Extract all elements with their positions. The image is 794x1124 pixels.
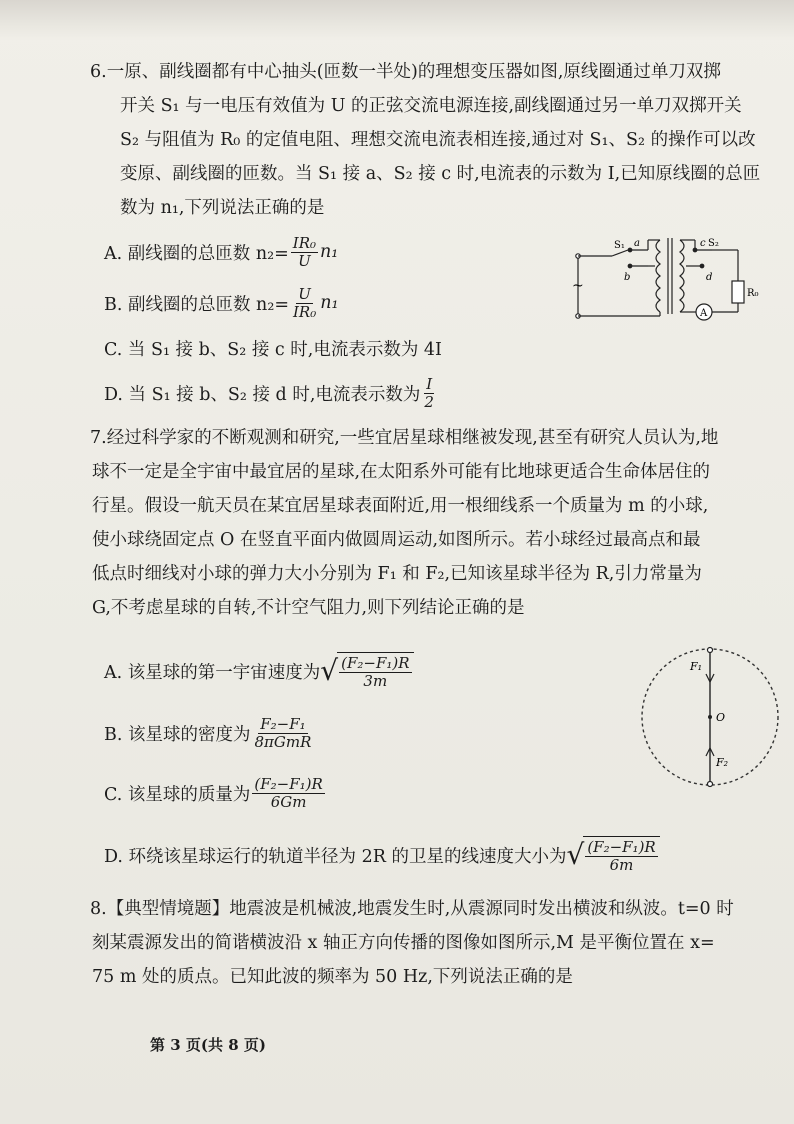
q8-stem-line-2: 刻某震源发出的简谐横波沿 x 轴正方向传播的图像如图所示,M 是平衡位置在 x=	[92, 933, 715, 953]
label-s2: S₂	[708, 238, 719, 249]
q6-option-a	[104, 232, 338, 272]
q7-option-a	[104, 646, 414, 696]
fraction-numerator: (F₂−F₁)R	[587, 838, 656, 856]
label-f2: F₂	[716, 756, 729, 769]
fraction-numerator: I	[426, 374, 433, 393]
fraction-denominator: 6Gm	[270, 792, 307, 811]
q6-option-a-fraction	[291, 235, 318, 270]
label-r0: R₀	[747, 288, 759, 299]
q7-option-d-fraction	[585, 839, 657, 874]
q7-option-d	[104, 830, 660, 880]
label-f1: F₁	[690, 660, 703, 673]
circular-motion-diagram	[640, 644, 790, 794]
q6-option-b-text: B. 副线圈的总匝数 n₂=	[104, 294, 289, 315]
page-number-footer: 第 3 页(共 8 页)	[150, 1036, 266, 1054]
fraction-numerator: U	[298, 284, 311, 303]
fraction-numerator: (F₂−F₁)R	[341, 654, 410, 672]
label-d: d	[706, 272, 713, 283]
q8-stem-line-3: 75 m 处的质点。已知此波的频率为 50 Hz,下列说法正确的是	[92, 967, 573, 987]
fraction-numerator: F₂−F₁	[260, 714, 306, 733]
label-c: c	[700, 238, 706, 249]
q6-stem-line-3: S₂ 与阻值为 R₀ 的定值电阻、理想交流电流表相连接,通过对 S₁、S₂ 的操作可以改	[120, 130, 756, 150]
q7-option-c-text: C. 该星球的质量为	[104, 784, 251, 805]
sqrt-symbol: √ $\frac{\text{(F₂−F₁)R}}{3m}$	[320, 652, 413, 690]
q7-stem-line-2: 球不一定是全宇宙中最宜居的星球,在太阳系外可能有比地球更适合生命体居住的	[92, 462, 711, 482]
q7-stem-line-4: 使小球绕固定点 O 在竖直平面内做圆周运动,如图所示。若小球经过最高点和最	[92, 530, 701, 550]
q6-option-b-tail: n₁	[320, 293, 339, 313]
q6-stem-line-5: 数为 n₁,下列说法正确的是	[120, 198, 325, 218]
q7-option-c	[104, 772, 327, 814]
q7-option-b	[104, 712, 315, 754]
q7-stem-line-5: 低点时细线对小球的弹力大小分别为 F₁ 和 F₂,已知该星球半径为 R,引力常量为	[92, 564, 702, 584]
q6-option-b	[104, 283, 339, 323]
q6-option-c: C. 当 S₁ 接 b、S₂ 接 c 时,电流表示数为 4I	[104, 339, 442, 360]
q6-stem-line-1: 6.一原、副线圈都有中心抽头(匝数一半处)的理想变压器如图,原线圈通过单刀双掷	[90, 62, 721, 82]
fraction-numerator: IR₀	[292, 233, 317, 252]
q7-option-b-fraction	[253, 716, 314, 751]
q6-option-a-text: A. 副线圈的总匝数 n₂=	[104, 243, 289, 264]
page-top-shadow	[0, 0, 794, 40]
label-a: a	[634, 238, 640, 249]
transformer-circuit-diagram	[560, 226, 770, 326]
q7-option-c-fraction	[252, 776, 324, 811]
q8-stem-line-1: 8.【典型情境题】地震波是机械波,地震发生时,从震源同时发出横波和纵波。t=0 时	[90, 899, 734, 919]
label-b: b	[624, 272, 631, 283]
ac-source-symbol: ~	[572, 278, 584, 294]
q6-stem-line-4: 变原、副线圈的匝数。当 S₁ 接 a、S₂ 接 c 时,电流表的示数为 I,已知原线圈的总匝	[120, 164, 761, 184]
q6-option-b-fraction	[291, 286, 318, 321]
q7-option-b-text: B. 该星球的密度为	[104, 724, 251, 745]
q6-option-d-fraction	[422, 376, 436, 411]
q7-option-a-text: A. 该星球的第一宇宙速度为	[104, 662, 321, 683]
label-s1: S₁	[614, 240, 625, 251]
q6-stem-line-2: 开关 S₁ 与一电压有效值为 U 的正弦交流电源连接,副线圈通过另一单刀双掷开关	[120, 96, 742, 116]
fraction-denominator: 6m	[609, 856, 634, 874]
sqrt-symbol: √ $\frac{\text{(F₂−F₁)R}}{6m}$	[566, 836, 659, 874]
fraction-numerator: (F₂−F₁)R	[254, 774, 323, 793]
q6-option-d	[104, 372, 438, 414]
q7-option-a-fraction	[339, 655, 411, 690]
q7-stem-line-1: 7.经过科学家的不断观测和研究,一些宜居星球相继被发现,甚至有研究人员认为,地	[90, 428, 719, 448]
fraction-denominator: 8πGmR	[254, 732, 312, 751]
q6-option-d-text: D. 当 S₁ 接 b、S₂ 接 d 时,电流表示数为	[104, 384, 421, 405]
fraction-denominator: 3m	[363, 672, 388, 690]
fraction-denominator: IR₀	[293, 302, 317, 321]
label-o: O	[716, 711, 726, 724]
ammeter-symbol: A	[700, 308, 708, 319]
fraction-denominator: 2	[424, 392, 434, 411]
q7-stem-line-3: 行星。假设一航天员在某宜居星球表面附近,用一根细线系一个质量为 m 的小球,	[92, 496, 709, 516]
q7-stem-line-6: G,不考虑星球的自转,不计空气阻力,则下列结论正确的是	[92, 598, 525, 618]
q7-option-d-text: D. 环绕该星球运行的轨道半径为 2R 的卫星的线速度大小为	[104, 846, 567, 867]
q6-option-a-tail: n₁	[320, 242, 339, 262]
fraction-denominator: U	[298, 251, 311, 270]
